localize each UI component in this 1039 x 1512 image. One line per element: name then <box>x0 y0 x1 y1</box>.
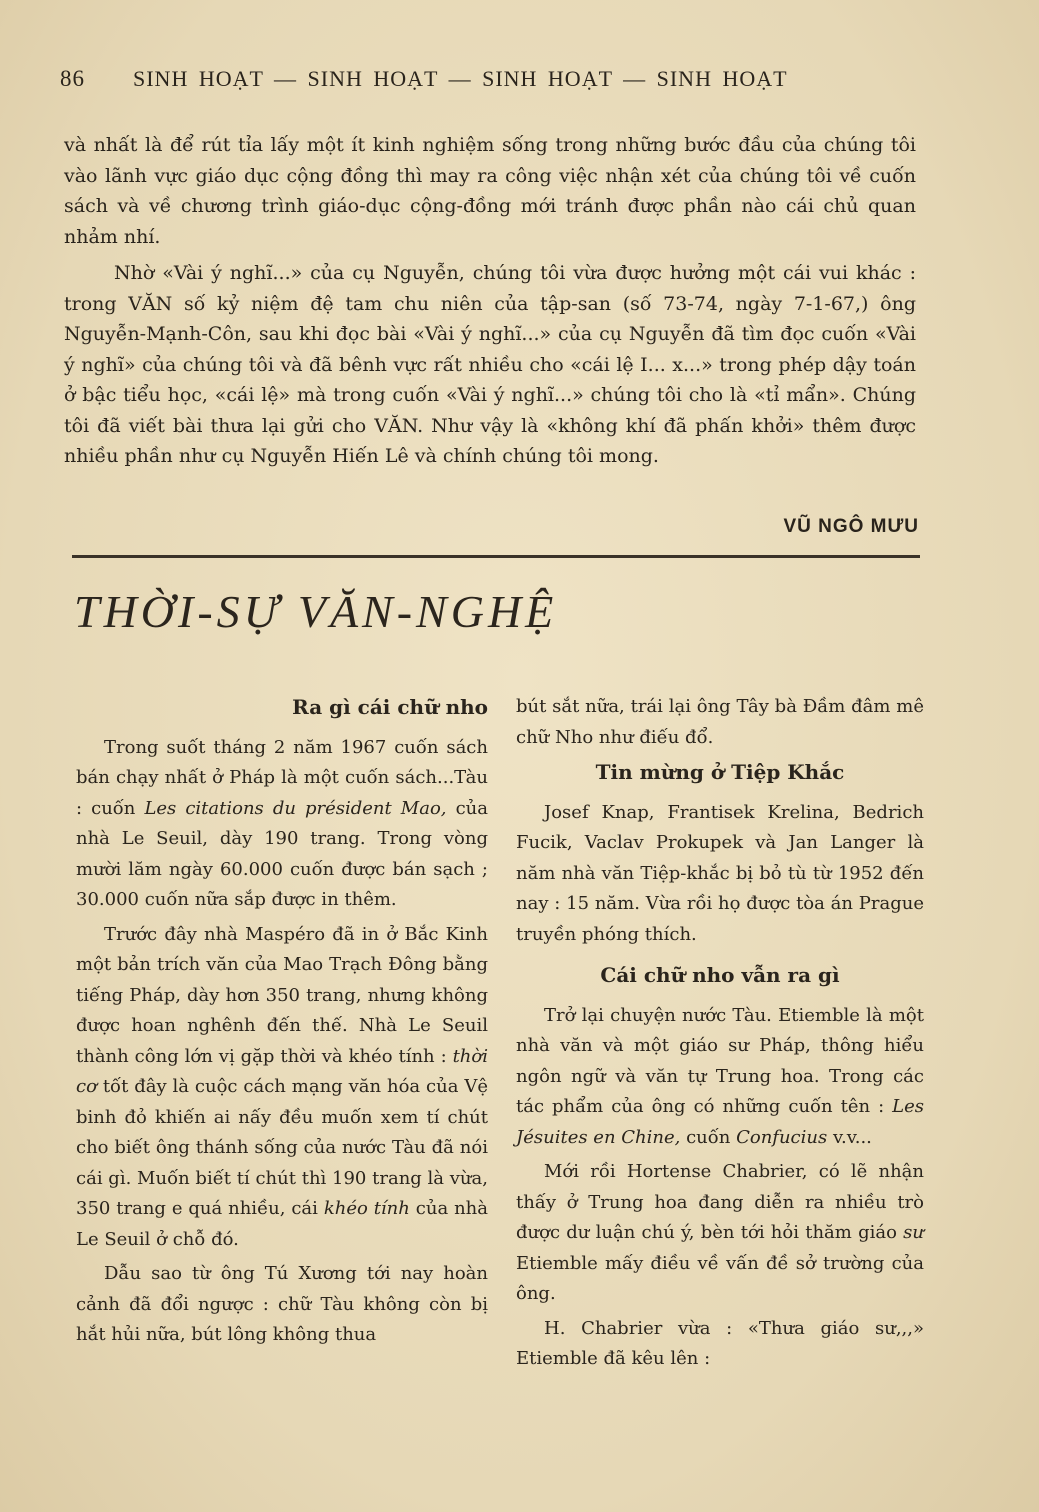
article-heading-ra-gi: Ra gì cái chữ nho <box>292 695 488 719</box>
section-divider <box>72 555 920 558</box>
left-column <box>76 692 488 1355</box>
article-paragraph: Josef Knap, Frantisek Krelina, Bedrich Fucik, Vaclav Prokupek và Jan Langer là năm nhà văn Tiệp-khắc bị bỏ tù từ 1952 đến nay : 15 năm. Vừa rồi họ được tòa án Prague truyền phóng thích. <box>516 801 924 945</box>
article-paragraph: Dẫu sao từ ông Tú Xương tới nay hoàn cảnh đã đổi ngược : chữ Tàu không còn bị hắt hủi nữa, bút lông không thua <box>76 1263 488 1345</box>
article-paragraph: Mới rồi Hortense Chabrier, có lẽ nhận thấy ở Trung hoa đang diễn ra nhiều trò được dư luận chú ý, bèn tới hỏi thăm giáo sư Etiemble mấy điều về vấn đề sở trường của ông. <box>516 1161 924 1304</box>
author-signature: VŨ NGÔ MƯU <box>783 516 919 537</box>
top-paragraph-1: và nhất là để rút tỉa lấy một ít kinh nghiệm sống trong những bước đầu của chúng tôi vào lãnh vực giáo dục cộng đồng thì may ra công việc nhận xét của chúng tôi về cuốn sách và về chương trình giáo-dục cộng-đồng mới tránh được phần nào cái chủ quan nhảm nhí. <box>64 134 916 248</box>
page-number: 86 <box>60 66 85 91</box>
running-title: SINH HOẠT — SINH HOẠT — SINH HOẠT — SINH HOẠT <box>133 66 788 91</box>
top-paragraph-2: Nhờ «Vài ý nghĩ...» của cụ Nguyễn, chúng tôi vừa được hưởng một cái vui khác : trong VĂN số kỷ niệm đệ tam chu niên của tập-san (số 73-74, ngày 7-1-67,) ông Nguyễn-Mạnh-Côn, sau khi đọc bài «Vài ý nghĩ...» của cụ Nguyễn đã tìm đọc cuốn «Vài ý nghĩ» của chúng tôi và đã bênh vực rất nhiều cho «cái lệ I... x...» trong phép dậy toán ở bậc tiểu học, «cái lệ» mà trong cuốn «Vài ý nghĩ...» chúng tôi cho là «tỉ mẩn». Chúng tôi đã viết bài thưa lại gửi cho VĂN. Như vậy là «không khí đã phấn khởi» thêm được nhiều phần như cụ Nguyễn Hiến Lê và chính chúng tôi mong. <box>64 262 916 467</box>
article-paragraph: Trong suốt tháng 2 năm 1967 cuốn sách bán chạy nhất ở Pháp là một cuốn sách...Tàu : cuốn Les citations du président Mao, của nhà Le Seuil, dày 190 trang. Trong vòng mười lăm ngày 60.000 cuốn được bán sạch ; 30.000 cuốn nữa sắp được in thêm. <box>76 736 488 910</box>
article-heading-chu-nho: Cái chữ nho vẫn ra gì <box>600 963 840 987</box>
top-article <box>64 130 916 478</box>
section-title: THỜI-SỰ VĂN-NGHỆ <box>74 586 558 637</box>
article-paragraph-continued: bút sắt nữa, trái lại ông Tây bà Đầm đâm mê chữ Nho như điếu đổ. <box>516 696 924 748</box>
article-paragraph: Trở lại chuyện nước Tàu. Etiemble là một nhà văn và một giáo sư Pháp, thông hiểu ngôn ngữ và văn tự Trung hoa. Trong các tác phẩm của ông có những cuốn tên : Les Jésuites en Chine, cuốn Confucius v.v... <box>516 1004 924 1148</box>
article-paragraph: Trước đây nhà Maspéro đã in ở Bắc Kinh một bản trích văn của Mao Trạch Đông bằng tiếng Pháp, dày hơn 350 trang, nhưng không được hoan nghênh đến thế. Nhà Le Seuil thành công lớn vị gặp thời và khéo tính : thời cơ tốt đây là cuộc cách mạng văn hóa của Vệ binh đỏ khiến ai nấy đều muốn xem tí chút cho biết ông thánh sống của nước Tàu đã nói cái gì. Muốn biết tí chút thì 190 trang là vừa, 350 trang e quá nhiều, cái khéo tính của nhà Le Seuil ở chỗ đó. <box>76 923 488 1250</box>
page-header <box>60 66 920 92</box>
article-heading-tiep-khac: Tin mừng ở Tiệp Khắc <box>595 760 845 784</box>
right-column <box>516 692 924 1379</box>
article-paragraph: H. Chabrier vừa : «Thưa giáo sư,,,» Etiemble đã kêu lên : <box>516 1317 924 1369</box>
